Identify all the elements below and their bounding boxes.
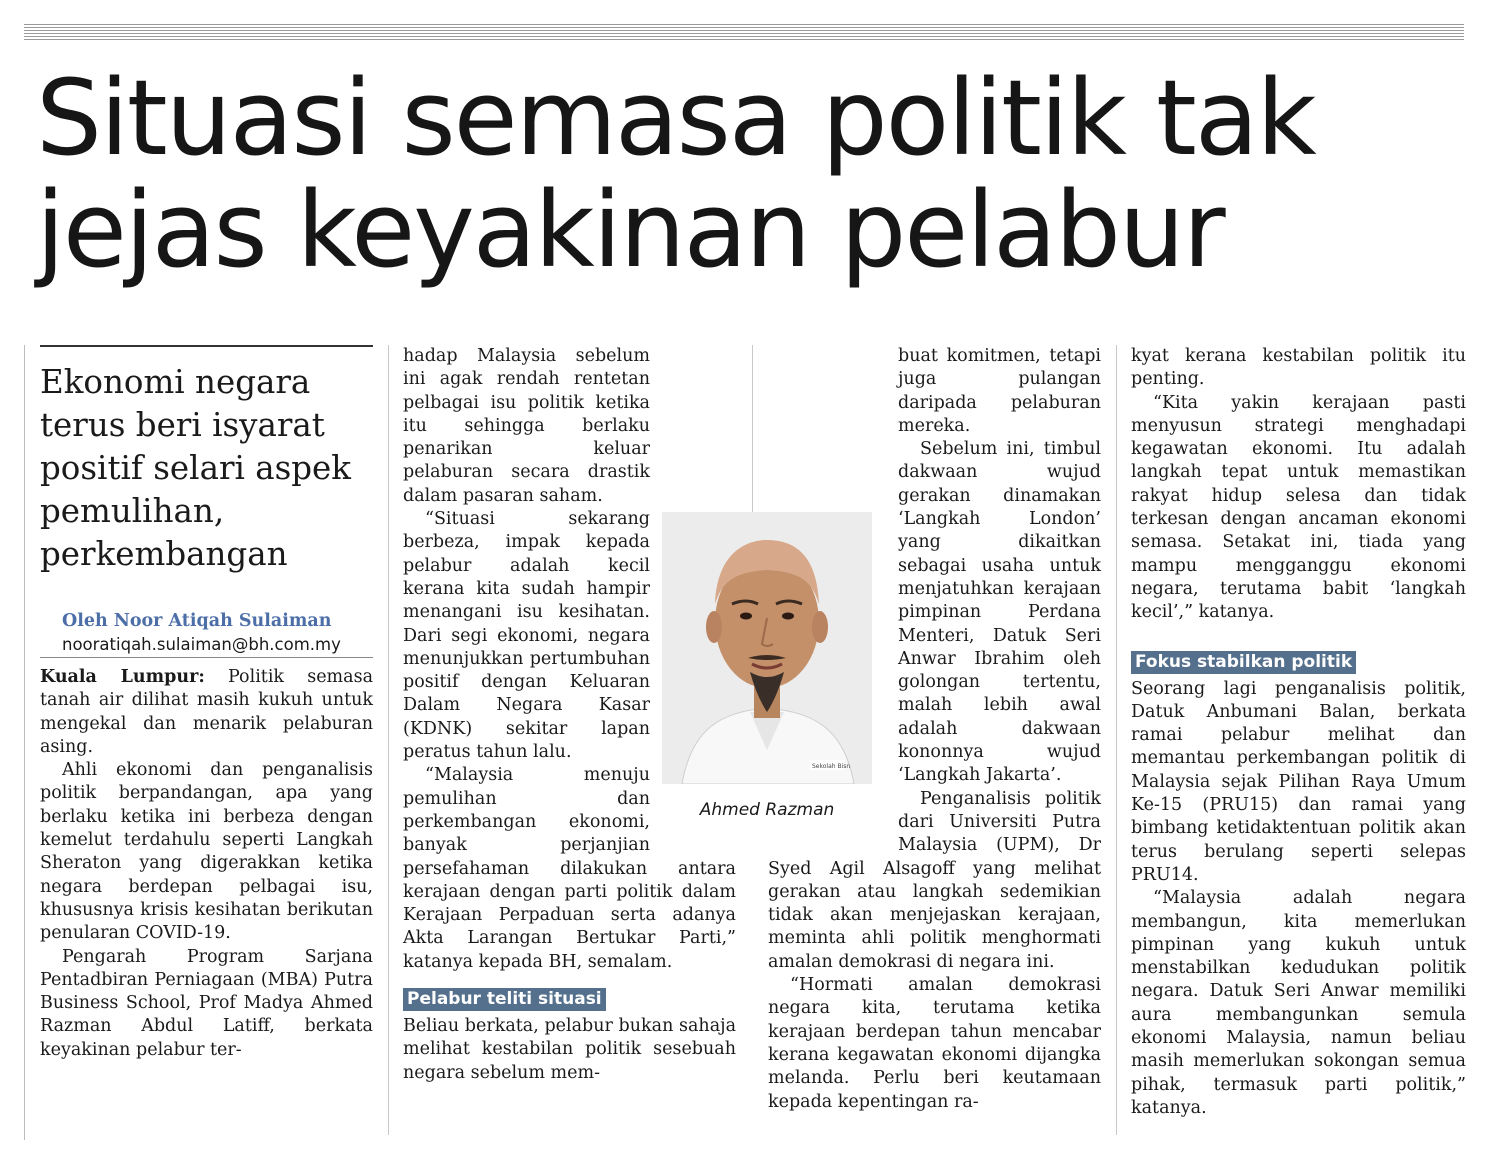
paragraph: Beliau berkata, pelabur bukan sahaja melihat kestabilan politik sesebuah negara sebelum mem-: [403, 1016, 736, 1083]
headline: [36, 57, 1476, 291]
article-column-1: [40, 345, 373, 1062]
photo-block: [662, 512, 872, 827]
paragraph: Penganalisis politik dari Universiti Putra Malaysia (UPM), Dr Syed Agil Alsagoff yang melihat gerakan atau langkah sedemikian tidak akan menjejaskan kerajaan, meminta ahli politik menghormati amalan demokrasi di negara ini.: [768, 788, 1101, 972]
photo-caption: Ahmed Razman: [699, 800, 835, 820]
paragraph: buat komitmen, tetapi juga pulangan daripada pelaburan mereka.: [898, 346, 1101, 436]
paragraph: Sebelum ini, timbul dakwaan wujud gerakan dinamakan ‘Langkah London’ yang dikaitkan sebagai usaha untuk menjatuhkan kerajaan pimpinan Perdana Menteri, Datuk Seri Anwar Ibrahim oleh golongan tertentu, malah lebih awal adalah dakwaan kononnya wujud ‘Langkah Jakarta’.: [898, 439, 1101, 786]
paragraph: “Hormati amalan demokrasi negara kita, terutama ketika kerajaan berdepan tahun mencabar kerana kegawatan ekonomi dijangka melanda. Perlu beri keutamaan kepada kepentingan ra-: [768, 975, 1101, 1112]
deck-rule: [40, 345, 373, 347]
headline-line-1: Situasi semasa politik tak: [36, 57, 1315, 179]
headline-line-2: jejas keyakinan pelabur: [36, 169, 1224, 291]
paragraph: “Kita yakin kerajaan pasti menyusun strategi menghadapi kegawatan ekonomi. Itu adalah langkah tepat untuk memastikan rakyat hidup selesa dan tidak terkesan dengan ancaman ekonomi semasa. Setakat ini, tiada yang mampu mengganggu ekonomi negara, terutama babit ‘langkah kecil’,” katanya.: [1131, 392, 1466, 623]
paragraph: hadap Malaysia sebelum ini agak rendah rentetan pelbagai isu politik ketika itu sehingga berlaku penarikan keluar pelaburan secara drastik dalam pasaran saham.: [403, 346, 650, 506]
column-divider: [388, 345, 389, 1135]
paragraph: Kuala Lumpur: Politik semasa tanah air dilihat masih kukuh untuk mengekal dan menarik pelaburan asing.: [40, 667, 374, 757]
paragraph: “Malaysia adalah negara membangun, kita memerlukan pimpinan yang kukuh untuk menstabilkan kedudukan politik negara. Datuk Seri Anwar memiliki aura membangunkan semula ekonomi Malaysia, namun beliau masih memerlukan sokongan semua pihak, termasuk parti politik,” katanya.: [1131, 888, 1466, 1118]
deck: Ekonomi negara terus beri isyarat positif selari aspek pemulihan, perkembangan: [40, 363, 351, 573]
portrait-illustration: [662, 512, 872, 784]
dateline: Kuala Lumpur:: [40, 667, 205, 687]
author-email: nooratiqah.sulaiman@bh.com.my: [62, 635, 341, 654]
byline: Oleh Noor Atiqah Sulaiman: [62, 611, 332, 631]
masthead-rules: [24, 24, 1464, 42]
byline-rule: [40, 657, 373, 658]
subhead-fokus: Fokus stabilkan politik: [1131, 651, 1356, 674]
lanyard-tag-text: Sekolah Bisn: [812, 763, 851, 770]
paragraph: “Situasi sekarang berbeza, impak kepada pelabur adalah kecil kerana kita sudah hampir menangani isu kesihatan. Dari segi ekonomi, negara menunjukkan pertumbuhan positif dengan Keluaran Dalam Negara Kasar (KDNK) sekitar lapan peratus tahun lalu.: [403, 509, 650, 763]
paragraph: Seorang lagi penganalisis politik, Datuk Anbumani Balan, berkata ramai pelabur melihat dan memantau perkembangan politik di Malaysia sejak Pilihan Raya Umum Ke-15 (PRU15) dan ramai yang bimbang ketidaktentuan politik akan terus berulang seperti selepas PRU14.: [1131, 678, 1466, 885]
paragraph: Pengarah Program Sarjana Pentadbiran Perniagaan (MBA) Putra Business School, Prof Madya Ahmed Razman Abdul Latiff, berkata keyakinan pelabur ter-: [40, 946, 373, 1060]
paragraph: kyat kerana kestabilan politik itu penting.: [1131, 346, 1466, 390]
column-divider: [1116, 345, 1117, 1135]
paragraph: “Malaysia menuju pemulihan dan perkembangan ekonomi, banyak perjanjian persefahaman dilakukan antara kerajaan dengan parti politik dalam Kerajaan Perpaduan serta adanya Akta Larangan Bertukar Parti,” katanya kepada BH, semalam.: [403, 765, 736, 972]
subhead-pelabur: Pelabur teliti situasi: [403, 988, 606, 1011]
left-column-rule: [24, 345, 25, 1140]
portrait-photo: [662, 512, 872, 784]
article-column-4: [1131, 345, 1466, 1120]
paragraph: Ahli ekonomi dan penganalisis politik berpandangan, apa yang berlaku ketika ini berbeza dengan kemelut terdahulu seperti Langkah Sheraton yang digerakkan ketika negara berdepan pelbagai isu, khususnya krisis kesihatan berikutan penularan COVID-19.: [40, 760, 373, 944]
